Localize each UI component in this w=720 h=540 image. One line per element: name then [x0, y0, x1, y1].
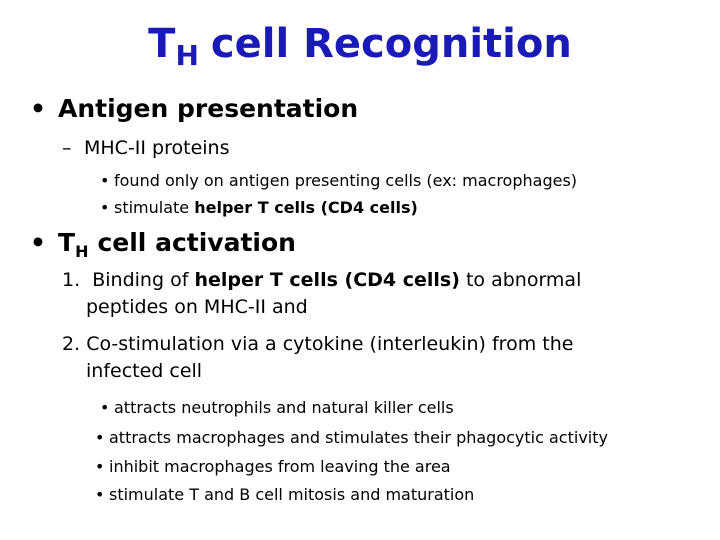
mhc-item-bold: helper T cells (CD4 cells) — [194, 198, 418, 217]
effect-item-4 — [95, 485, 474, 504]
title-subscript: H — [175, 39, 199, 72]
bullet-dot-icon: • — [95, 457, 105, 476]
mhc-item-2 — [100, 198, 418, 217]
antigen-presentation-label: Antigen presentation — [58, 94, 359, 123]
step-2-line-1 — [62, 333, 573, 356]
effect-text: attracts neutrophils and natural killer cells — [114, 398, 454, 417]
step-number: 1. — [62, 269, 81, 291]
dash-icon: – — [62, 137, 72, 159]
effect-item-2 — [95, 428, 608, 447]
mhc-item-1 — [100, 171, 577, 190]
step-2-line-2 — [86, 360, 202, 383]
bullet-dot-icon: • — [100, 398, 110, 417]
mhc-item-text: found only on antigen presenting cells (ex: macrophages) — [114, 171, 578, 190]
bullet-dot-icon: • — [100, 171, 110, 190]
mhc-item-prefix: stimulate — [114, 198, 195, 217]
step-1-line-2 — [86, 296, 308, 319]
effect-text: attracts macrophages and stimulates their phagocytic activity — [109, 428, 608, 447]
step-number: 2. — [62, 333, 81, 355]
title-rest: cell Recognition — [210, 21, 572, 67]
step-1-bold: helper T cells (CD4 cells) — [194, 269, 460, 291]
step-1-line-1 — [62, 269, 581, 292]
th-rest: cell activation — [97, 228, 296, 257]
bullet-dot-icon: • — [30, 228, 46, 257]
step-1-suffix: to abnormal — [459, 269, 582, 291]
th-main: T — [58, 228, 76, 257]
bullet-antigen-presentation — [30, 94, 358, 124]
effect-item-1 — [100, 398, 454, 417]
bullet-dot-icon: • — [95, 428, 105, 447]
title-main: T — [148, 21, 176, 67]
bullet-dot-icon: • — [95, 485, 105, 504]
step-2-line1: Co-stimulation via a cytokine (interleukin) from the — [86, 333, 574, 355]
step-1-prefix: Binding of — [92, 269, 195, 291]
bullet-dot-icon: • — [30, 94, 46, 123]
effect-text: inhibit macrophages from leaving the area — [109, 457, 451, 476]
effect-item-3 — [95, 457, 451, 476]
step-1-line2: peptides on MHC-II and — [86, 296, 308, 318]
effect-text: stimulate T and B cell mitosis and maturation — [109, 485, 475, 504]
mhc-label: MHC-II proteins — [84, 137, 230, 159]
th-subscript: H — [75, 242, 89, 261]
bullet-th-activation — [30, 228, 296, 261]
sub-bullet-mhc — [62, 137, 230, 160]
bullet-dot-icon: • — [100, 198, 110, 217]
step-2-line2: infected cell — [86, 360, 203, 382]
slide-title — [0, 20, 720, 72]
